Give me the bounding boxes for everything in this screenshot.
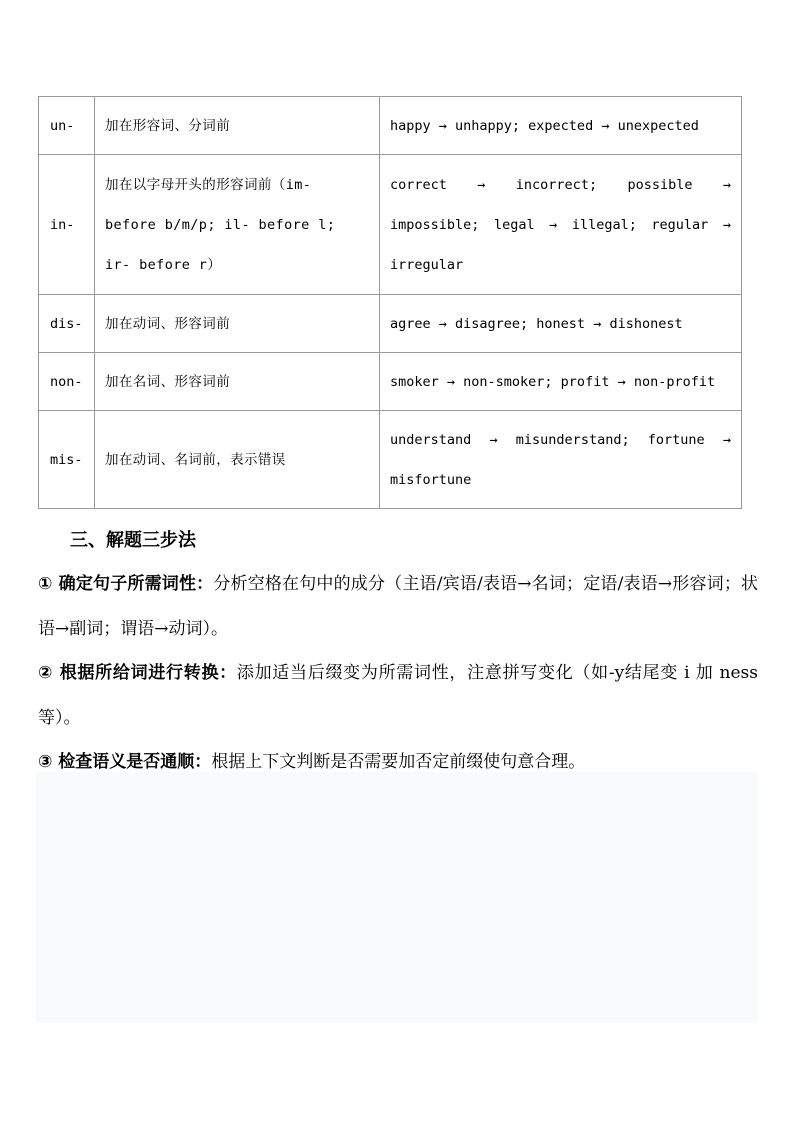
table-row [39, 97, 742, 155]
table-row [39, 155, 742, 295]
table-row [39, 353, 742, 411]
step-item [38, 562, 758, 651]
usage-cell: 加在以字母开头的形容词前（im- before b/m/p; il- before l; ir- before r） [95, 155, 380, 295]
step-title: ③ 检查语义是否通顺： [38, 752, 212, 772]
examples-cell: happy → unhappy; expected → unexpected [380, 97, 742, 155]
prefix-cell: in- [39, 155, 95, 295]
examples-cell: agree → disagree; honest → dishonest [380, 295, 742, 353]
prefix-table [38, 96, 742, 509]
usage-cell: 加在形容词、分词前 [95, 97, 380, 155]
examples-cell: understand → misunderstand; fortune → misfortune [380, 411, 742, 509]
step-item [38, 651, 758, 740]
examples-cell: smoker → non-smoker; profit → non-profit [380, 353, 742, 411]
prefix-cell: non- [39, 353, 95, 411]
steps-list [38, 562, 758, 785]
step-title: ① 确定句子所需词性： [38, 574, 214, 594]
usage-cell: 加在名词、形容词前 [95, 353, 380, 411]
step-text: 分析空格在句中的成分（主语/宾语/表语→名词；定语/表语→形容词；状语→副词；谓语→动词）。 [38, 574, 759, 639]
step-title: ② 根据所给词进行转换： [38, 663, 237, 683]
section-heading: 三、解题三步法 [70, 530, 196, 551]
usage-cell: 加在动词、形容词前 [95, 295, 380, 353]
usage-cell: 加在动词、名词前，表示错误 [95, 411, 380, 509]
step-text: 根据上下文判断是否需要加否定前缀使句意合理。 [211, 752, 586, 772]
prefix-cell: un- [39, 97, 95, 155]
prefix-cell: dis- [39, 295, 95, 353]
blank-panel [36, 772, 758, 1023]
step-text: 添加适当后缀变为所需词性，注意拼写变化（如-y结尾变 i 加 ness 等）。 [38, 663, 759, 728]
table-row [39, 295, 742, 353]
examples-cell: correct → incorrect; possible → impossible; legal → illegal; regular → irregular [380, 155, 742, 295]
table-row [39, 411, 742, 509]
prefix-cell: mis- [39, 411, 95, 509]
